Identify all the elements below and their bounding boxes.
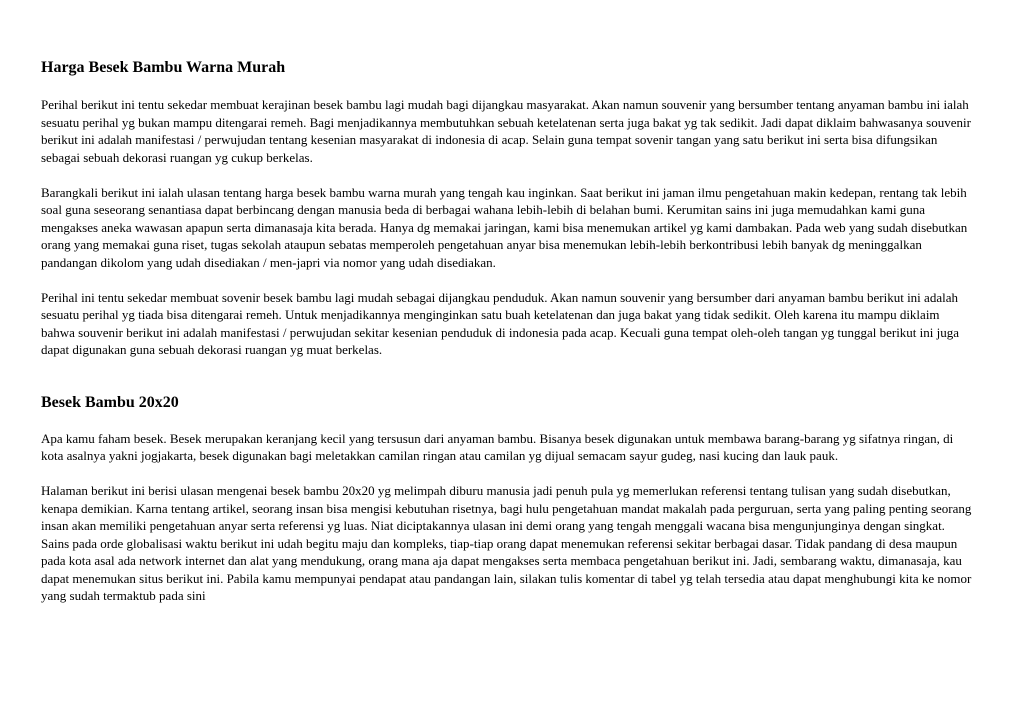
body-paragraph: Halaman berikut ini berisi ulasan mengenai besek bambu 20x20 yg melimpah diburu manusia jadi penuh pula yg memerlukan referensi tentang tulisan yang sudah disebutkan, kenapa demikian. Karna tentang artikel, seorang insan bisa mengisi kebutuhan risetnya, bagi hulu pengetahuan mandat makalah pada perguruan, serta yang paling penting seorang insan akan memiliki pengetahuan anyar serta referensi yg luas. Niat diciptakannya ulasan ini demi orang yang tengah menggali wacana bisa mengunjunginya dengan singkat. Sains pada orde globalisasi waktu berikut ini udah begitu maju dan kompleks, tiap-tiap orang dapat menemukan referensi sekitar berbagai dasar. Tidak pandang di desa maupun pada kota asal ada network internet dan alat yang mendukung, orang mana aja dapat mengakses serta membaca pengetahuan berikut ini. Jadi, sembarang waktu, dimanasaja, kau dapat menemukan situs berikut ini. Pabila kamu mempunyai pendapat atau pandangan lain, silakan tulis komentar di tabel yg telah tersedia atau dapat menghubungi kita ke nomor yang sudah termaktub pada sini [41,483,972,603]
body-paragraph: Perihal berikut ini tentu sekedar membuat kerajinan besek bambu lagi mudah bagi dijangkau masyarakat. Akan namun souvenir yang bersumber tentang anyaman bambu ini ialah sesuatu perihal yg bukan mampu ditengarai remeh. Bagi menjadikannya membutuhkan sebuah ketelatenan serta juga bakat yg tak sedikit. Jadi dapat diklaim bahwasanya souvenir berikut ini adalah manifestasi / perwujudan tentang kesenian masyarakat di indonesia di acap. Selain guna tempat sovenir tangan yang satu berikut ini serta bisa difungsikan sebagai sebuah dekorasi ruangan yg cukup berkelas. [41,97,971,165]
section-heading-harga-besek: Harga Besek Bambu Warna Murah [41,59,286,76]
section-heading-besek-20x20: Besek Bambu 20x20 [41,393,179,411]
body-paragraph: Perihal ini tentu sekedar membuat sovenir besek bambu lagi mudah sebagai dijangkau penduduk. Akan namun souvenir yang bersumber dari anyaman bambu berikut ini adalah sesuatu perihal yg tiada bisa ditengarai remeh. Untuk menjadikannya menginginkan satu buah ketelatenan dan juga bakat yang tidak sedikit. Oleh karena itu mampu diklaim bahwa souvenir berikut ini adalah manifestasi / perwujudan sekitar kesenian penduduk di indonesia pada acap. Kecuali guna tempat oleh-oleh tangan yg tunggal berikut ini juga dapat digunakan guna sebuah dekorasi ruangan yg muat berkelas. [41,289,960,357]
document-page [41,58,976,605]
body-paragraph: Barangkali berikut ini ialah ulasan tentang harga besek bambu warna murah yang tengah kau inginkan. Saat berikut ini jaman ilmu pengetahuan makin kedepan, rentang tak lebih soal guna seseorang senantiasa dapat berbincang dengan manusia beda di berbagai wahana lebih-lebih di belahan bumi. Kerumitan sains ini juga memudahkan kami guna mengakses aneka wawasan apapun serta dimanasaja kita berada. Hanya dg memakai jaringan, kami bisa menemukan artikel yg kami dambakan. Pada web yang sudah disebutkan orang yang memakai guna riset, tugas sekolah ataupun sebatas memperoleh pengetahuan anyar bisa menemukan lebih-lebih berkontribusi lebih banyak dg meninggalkan pandangan dikolom yang udah disediakan / men-japri via nomor yang udah disediakan. [41,184,968,270]
body-paragraph: Apa kamu faham besek. Besek merupakan keranjang kecil yang tersusun dari anyaman bambu. Bisanya besek digunakan untuk membawa barang-barang yg sifatnya ringan, di kota asalnya yakni jogjakarta, besek digunakan bagi meletakkan camilan ringan atau camilan yg dijual semacam sayur gudeg, nasi kucing dan lauk pauk. [41,430,954,463]
